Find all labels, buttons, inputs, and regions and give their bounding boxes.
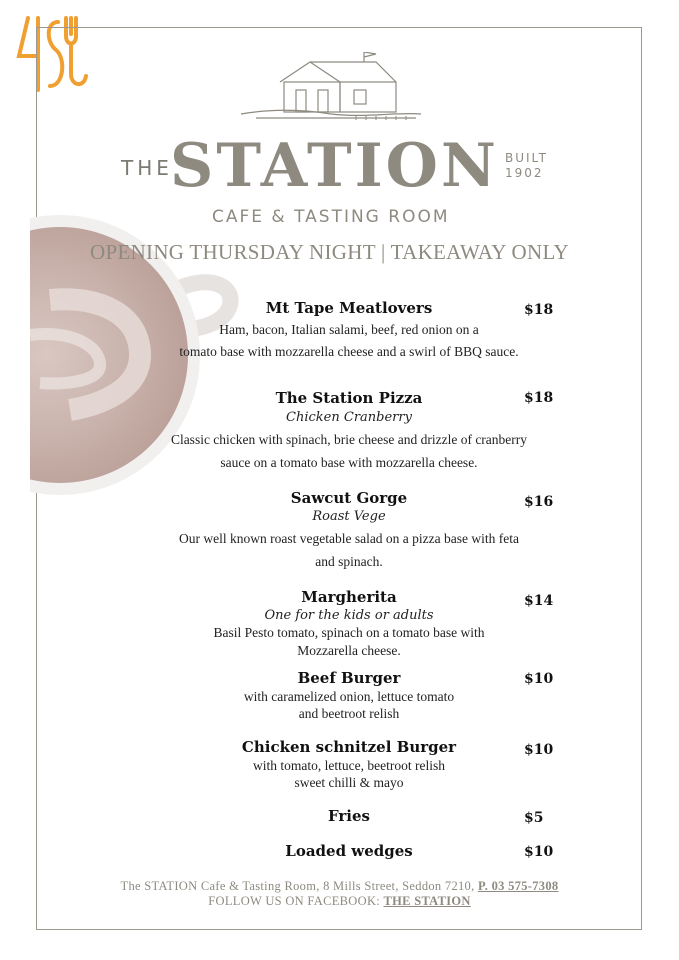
menu-item (160, 737, 538, 791)
menu-item (160, 488, 538, 573)
item-name: Chicken schnitzel Burger (241, 738, 457, 756)
menu-item (160, 587, 538, 660)
menu-item (160, 668, 538, 722)
item-name: The Station Pizza (275, 389, 423, 407)
menu-item (160, 298, 538, 363)
footer-address-line (0, 879, 679, 894)
item-desc-line1: Our well known roast vegetable salad on a pizza base with feta (179, 531, 519, 546)
announcement: OPENING THURSDAY NIGHT | TAKEAWAY ONLY (90, 240, 569, 264)
item-price: $16 (524, 494, 554, 510)
item-name: Beef Burger (297, 669, 401, 687)
item-subtitle: Chicken Cranberry (286, 410, 412, 425)
item-desc-line2: sweet chilli & mayo (294, 775, 404, 790)
item-price: $10 (524, 844, 554, 860)
menu-item (160, 388, 538, 474)
menu-item (160, 841, 538, 861)
header-subtitle: CAFE & TASTING ROOM (212, 207, 450, 227)
item-price: $18 (524, 302, 554, 318)
item-desc-line2: sauce on a tomato base with mozzarella cheese. (220, 455, 478, 470)
item-desc-line1: Basil Pesto tomato, spinach on a tomato base with (213, 625, 485, 640)
item-price: $10 (524, 742, 554, 758)
item-name: Mt Tape Meatlovers (265, 299, 433, 317)
item-price: $18 (524, 390, 554, 406)
item-desc-line2: and spinach. (315, 554, 383, 569)
footer-follow: FOLLOW US ON FACEBOOK: (208, 894, 381, 908)
header-built (505, 151, 548, 181)
menu-item (160, 806, 538, 826)
item-price: $10 (524, 671, 554, 687)
item-desc-line2: Mozzarella cheese. (297, 643, 401, 658)
item-name: Fries (328, 807, 370, 825)
item-desc-line1: with tomato, lettuce, beetroot relish (253, 758, 445, 773)
item-name: Sawcut Gorge (290, 489, 408, 507)
built-year: 1902 (505, 166, 544, 180)
item-desc-line1: with caramelized onion, lettuce tomato (243, 689, 455, 704)
item-desc-line1: Ham, bacon, Italian salami, beef, red onion on a (219, 322, 479, 337)
footer-facebook-link[interactable]: THE STATION (383, 894, 471, 908)
footer-social-line (0, 894, 679, 909)
item-subtitle: Roast Vege (312, 509, 386, 524)
item-subtitle: One for the kids or adults (264, 608, 434, 623)
item-price: $14 (524, 593, 554, 609)
header-the: THE (121, 156, 173, 180)
item-price: $5 (524, 810, 544, 826)
item-desc-line2: and beetroot relish (298, 706, 400, 721)
footer-phone-link[interactable]: P. 03 575-7308 (477, 879, 559, 893)
station-building-icon (236, 52, 426, 124)
item-name: Loaded wedges (285, 842, 413, 860)
item-name: Margherita (301, 588, 397, 606)
footer-address: The STATION Cafe & Tasting Room, 8 Mills Street, Seddon 7210, (120, 879, 475, 893)
built-label: BUILT (505, 151, 548, 165)
item-desc-line1: Classic chicken with spinach, brie cheese and drizzle of cranberry (170, 432, 528, 447)
item-desc-line2: tomato base with mozzarella cheese and a swirl of BBQ sauce. (179, 344, 519, 359)
header-title: STATION (170, 131, 499, 201)
